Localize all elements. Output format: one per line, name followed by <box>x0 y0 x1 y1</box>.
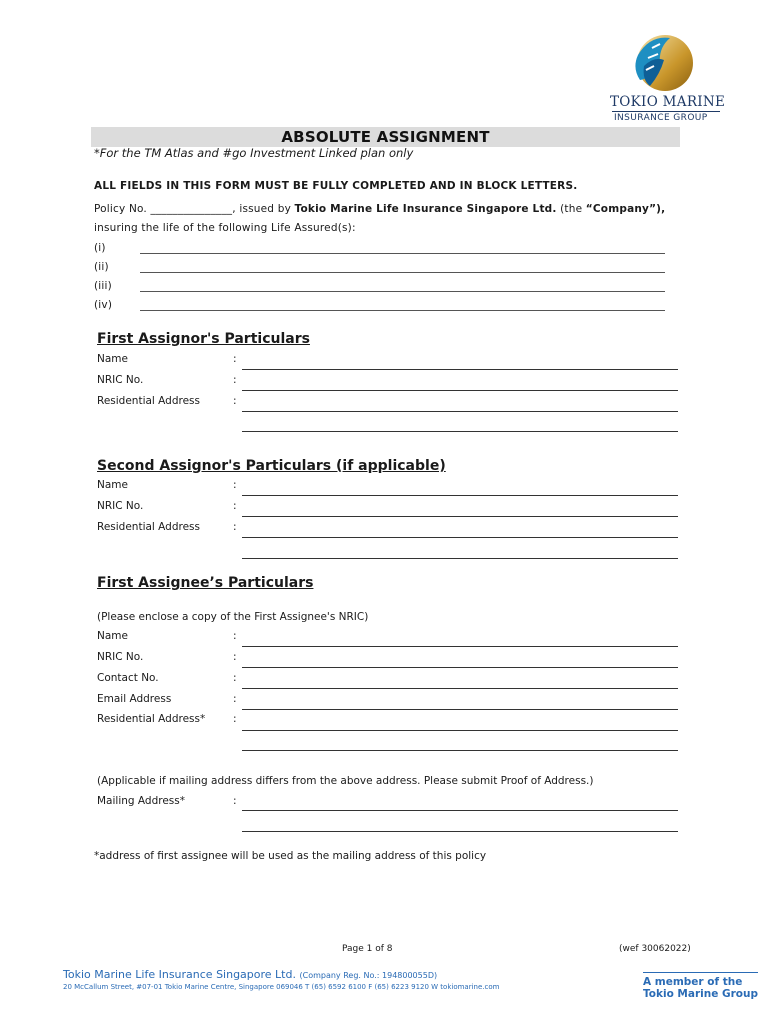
life-assured-iii-label: (iii) <box>94 280 112 292</box>
policy-line <box>94 203 665 215</box>
first-assignee-title: First Assignee’s Particulars <box>97 575 314 591</box>
life-assured-i-label: (i) <box>94 242 106 254</box>
second-assignor-nric-label: NRIC No. <box>97 500 144 512</box>
colon: : <box>233 521 237 533</box>
colon: : <box>233 651 237 663</box>
policy-line-2: insuring the life of the following Life Assured(s): <box>94 222 356 234</box>
footer-member-line2: Tokio Marine Group <box>643 988 758 1000</box>
life-assured-ii-label: (ii) <box>94 261 109 273</box>
first-assignor-address-field-2[interactable] <box>242 431 678 432</box>
first-assignee-email-label: Email Address <box>97 693 172 705</box>
first-assignee-note: (Please enclose a copy of the First Assignee's NRIC) <box>97 611 369 623</box>
first-assignee-nric-field[interactable] <box>242 667 678 668</box>
tokio-marine-emblem-icon <box>630 30 700 96</box>
first-assignor-nric-field[interactable] <box>242 390 678 391</box>
first-assignor-name-label: Name <box>97 353 128 365</box>
colon: : <box>233 479 237 491</box>
second-assignor-name-field[interactable] <box>242 495 678 496</box>
form-instruction: ALL FIELDS IN THIS FORM MUST BE FULLY COMPLETED AND IN BLOCK LETTERS. <box>94 180 578 192</box>
first-assignee-name-field[interactable] <box>242 646 678 647</box>
logo-sub: INSURANCE GROUP <box>614 113 708 123</box>
first-assignor-address-field[interactable] <box>242 411 678 412</box>
page-title: ABSOLUTE ASSIGNMENT <box>281 128 490 146</box>
policy-suffix-open: (the <box>560 203 583 215</box>
footer-company <box>63 968 437 981</box>
first-assignee-contact-field[interactable] <box>242 688 678 689</box>
first-assignee-email-field[interactable] <box>242 709 678 710</box>
colon: : <box>233 395 237 407</box>
logo-divider <box>612 111 720 112</box>
page-number: Page 1 of 8 <box>342 944 393 954</box>
second-assignor-title: Second Assignor's Particulars (if applicable) <box>97 458 446 474</box>
colon: : <box>233 693 237 705</box>
footer-company-name: Tokio Marine Life Insurance Singapore Ltd. <box>63 968 296 981</box>
form-version: (wef 30062022) <box>619 944 691 954</box>
first-assignor-nric-label: NRIC No. <box>97 374 144 386</box>
second-assignor-address-field-2[interactable] <box>242 558 678 559</box>
life-assured-iv-line[interactable] <box>140 310 665 311</box>
logo-name: TOKIO MARINE <box>610 94 726 110</box>
first-assignee-address-label: Residential Address* <box>97 713 206 725</box>
life-assured-iv-label: (iv) <box>94 299 113 311</box>
life-assured-i-line[interactable] <box>140 253 665 254</box>
second-assignor-address-label: Residential Address <box>97 521 200 533</box>
first-assignor-name-field[interactable] <box>242 369 678 370</box>
policy-company-alias: “Company”), <box>585 203 666 215</box>
footer-company-reg: (Company Reg. No.: 194800055D) <box>299 971 438 980</box>
colon: : <box>233 630 237 642</box>
life-assured-iii-line[interactable] <box>140 291 665 292</box>
first-assignee-address-field-2[interactable] <box>242 750 678 751</box>
colon: : <box>233 713 237 725</box>
first-assignor-title: First Assignor's Particulars <box>97 331 310 347</box>
footer-member-divider <box>643 972 758 973</box>
page-subtitle: *For the TM Atlas and #go Investment Linked plan only <box>94 146 414 160</box>
first-assignee-name-label: Name <box>97 630 128 642</box>
second-assignor-address-field[interactable] <box>242 537 678 538</box>
second-assignor-name-label: Name <box>97 479 128 491</box>
assignee-footnote: *address of first assignee will be used as the mailing address of this policy <box>94 850 487 862</box>
footer-address: 20 McCallum Street, #07-01 Tokio Marine Centre, Singapore 069046 T (65) 6592 6100 F (65) 6223 9120 W tokiomarine.com <box>63 983 500 991</box>
first-assignee-address-field[interactable] <box>242 730 678 731</box>
mailing-address-label: Mailing Address* <box>97 795 185 807</box>
first-assignor-address-label: Residential Address <box>97 395 200 407</box>
colon: : <box>233 672 237 684</box>
policy-company: Tokio Marine Life Insurance Singapore Ltd. <box>294 203 557 215</box>
mailing-address-field[interactable] <box>242 810 678 811</box>
first-assignee-contact-label: Contact No. <box>97 672 159 684</box>
life-assured-ii-line[interactable] <box>140 272 665 273</box>
colon: : <box>233 353 237 365</box>
mailing-address-field-2[interactable] <box>242 831 678 832</box>
footer-member-line1: A member of the <box>643 976 743 988</box>
policy-prefix: Policy No. _______________, issued by <box>94 203 291 215</box>
colon: : <box>233 374 237 386</box>
first-assignee-nric-label: NRIC No. <box>97 651 144 663</box>
colon: : <box>233 795 237 807</box>
second-assignor-nric-field[interactable] <box>242 516 678 517</box>
company-logo <box>600 30 730 125</box>
colon: : <box>233 500 237 512</box>
mailing-note: (Applicable if mailing address differs from the above address. Please submit Proof of Address.) <box>97 775 594 787</box>
